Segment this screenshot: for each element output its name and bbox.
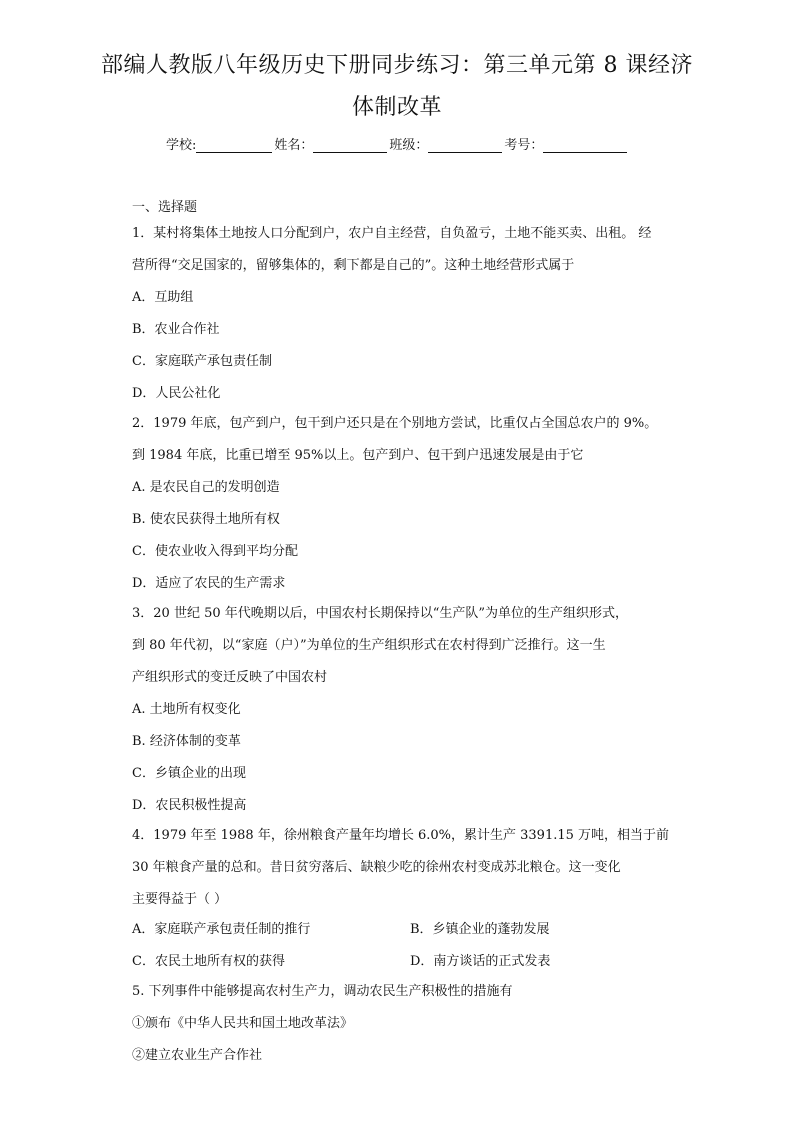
name-field (274, 134, 389, 153)
question-4-option-b[interactable]: B．乡镇企业的蓬勃发展 (410, 922, 550, 937)
question-4-text-cont: 30 年粮食产量的总和。昔日贫穷落后、缺粮少吃的徐州农村变成苏北粮仓。这一变化 (132, 860, 621, 875)
school-blank[interactable] (196, 138, 272, 153)
question-3-text-cont: 到 80 年代初，以“家庭（户）”为单位的生产组织形式在农村得到广泛推行。这一生 (132, 638, 606, 653)
exam-number-label: 考号： (504, 138, 544, 153)
question-2-text: 2．1979 年底，包产到户，包干到户还只是在个别地方尝试，比重仅占全国总农户的 9%。 (132, 416, 658, 431)
question-5-item-1: ①颁布《中华人民共和国土地改革法》 (132, 1016, 354, 1031)
school-field (166, 134, 274, 153)
question-2-option-c[interactable]: C．使农业收入得到平均分配 (132, 544, 298, 559)
name-label: 姓名： (274, 138, 314, 153)
question-3-text: 3．20 世纪 50 年代晚期以后，中国农村长期保持以“生产队”为单位的生产组织形式， (132, 606, 629, 621)
question-3-option-d[interactable]: D．农民积极性提高 (132, 798, 247, 813)
page-title-continued: 体制改革 (351, 95, 442, 120)
question-4-text-cont-2: 主要得益于（ ） (132, 892, 228, 907)
question-3-option-b[interactable]: B. 经济体制的变革 (132, 734, 241, 749)
question-4-option-a[interactable]: A．家庭联产承包责任制的推行 (132, 922, 311, 937)
question-4-option-d[interactable]: D．南方谈话的正式发表 (410, 954, 551, 969)
question-2-option-d[interactable]: D．适应了农民的生产需求 (132, 576, 286, 591)
question-1-text: 1．某村将集体土地按人口分配到户，农户自主经营，自负盈亏，土地不能买卖、出租。 经 (132, 226, 652, 241)
class-blank[interactable] (428, 138, 502, 153)
name-blank[interactable] (313, 138, 387, 153)
question-2-text-cont: 到 1984 年底，比重已增至 95%以上。包产到户、包干到户迅速发展是由于它 (132, 448, 584, 463)
student-info-row (166, 134, 646, 153)
section-heading: 一、选择题 (132, 200, 198, 215)
exam-number-field (504, 134, 629, 153)
class-field (389, 134, 504, 153)
class-label: 班级： (389, 138, 429, 153)
page-title: 部编人教版八年级历史下册同步练习：第三单元第 8 课经济 (101, 53, 693, 78)
question-1-option-c[interactable]: C．家庭联产承包责任制 (132, 354, 272, 369)
question-3-text-cont-2: 产组织形式的变迁反映了中国农村 (132, 670, 328, 685)
question-1-option-a[interactable]: A．互助组 (132, 290, 194, 305)
question-2-option-b[interactable]: B. 使农民获得土地所有权 (132, 512, 280, 527)
exam-number-blank[interactable] (543, 138, 627, 153)
question-5-text: 5. 下列事件中能够提高农村生产力，调动农民生产积极性的措施有 (132, 984, 513, 999)
school-label: 学校: (166, 138, 197, 153)
question-4-options-row-1 (132, 918, 550, 937)
question-2-option-a[interactable]: A. 是农民自己的发明创造 (132, 480, 280, 495)
question-4-options-row-2 (132, 950, 551, 969)
question-1-option-b[interactable]: B．农业合作社 (132, 322, 220, 337)
question-4-text: 4．1979 年至 1988 年，徐州粮食产量年均增长 6.0%，累计生产 3391.15 万吨，相当于前 (132, 828, 670, 843)
question-4-option-c[interactable]: C．农民土地所有权的获得 (132, 954, 285, 969)
question-1-text-cont: 营所得“交足国家的，留够集体的，剩下都是自己的”。这种土地经营形式属于 (132, 258, 575, 273)
question-3-option-c[interactable]: C．乡镇企业的出现 (132, 766, 246, 781)
question-3-option-a[interactable]: A. 土地所有权变化 (132, 702, 241, 717)
question-1-option-d[interactable]: D．人民公社化 (132, 386, 221, 401)
question-5-item-2: ②建立农业生产合作社 (132, 1048, 263, 1063)
